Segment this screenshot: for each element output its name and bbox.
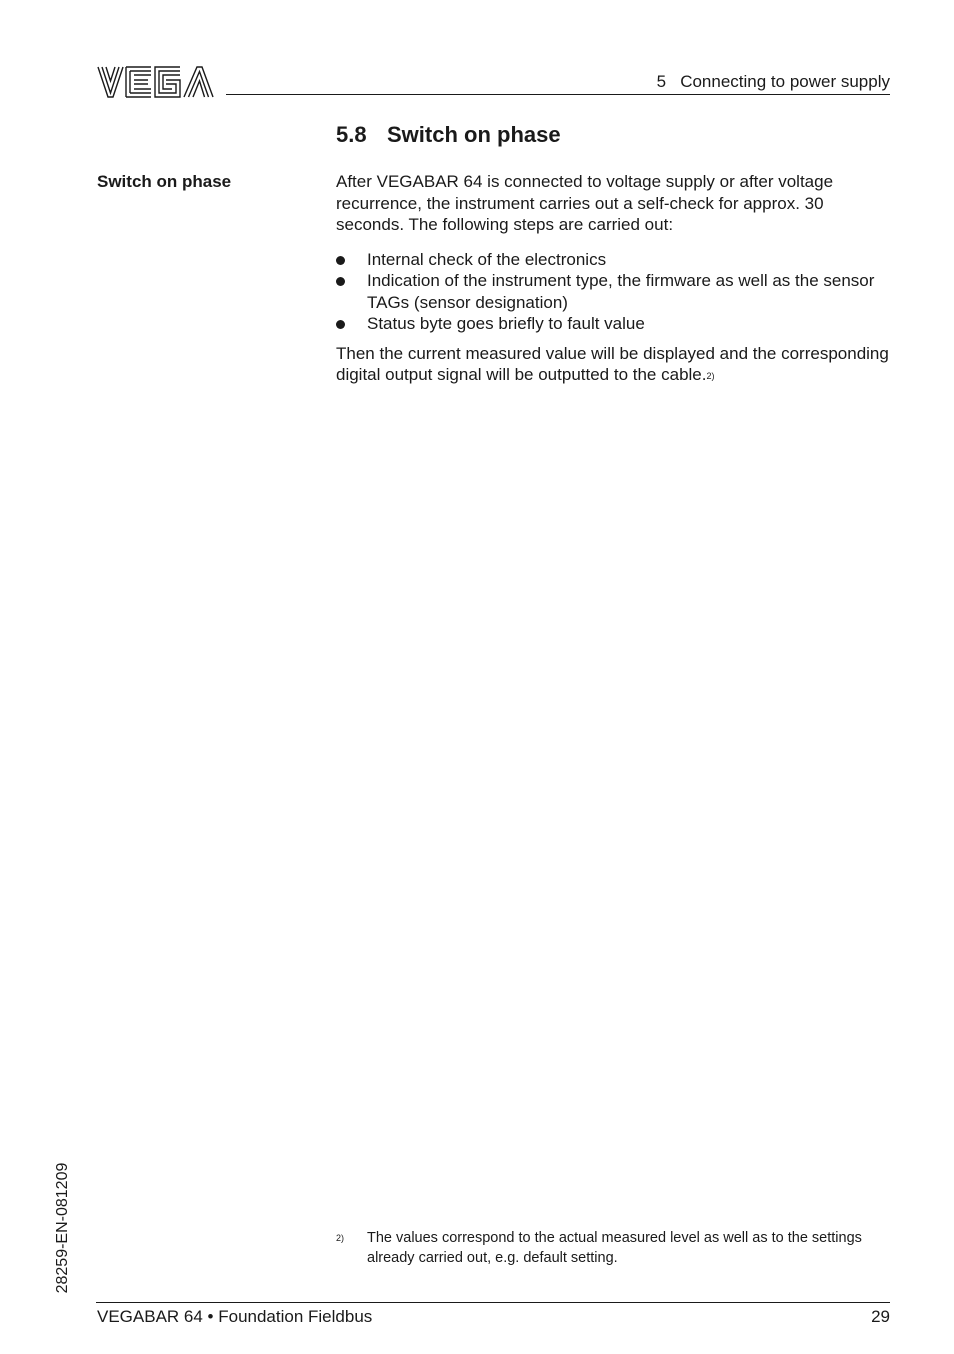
body-text — [336, 171, 892, 389]
closing-paragraph: Then the current measured value will be displayed and the corresponding digital output signal will be outputted to the cable.$^{2)}$ — [336, 343, 889, 384]
section-heading — [336, 122, 561, 148]
bullet-icon — [336, 256, 345, 265]
page-number: 29 — [871, 1307, 890, 1326]
chapter-title: 5 Connecting to power supply — [656, 72, 890, 91]
footnote-reference[interactable]: 2) — [706, 371, 715, 381]
step-list — [336, 249, 892, 335]
vega-logo — [96, 65, 214, 99]
footnote — [336, 1229, 890, 1268]
footnote-text: The values correspond to the actual measured level as well as to the settings already carried out, e.g. default setting. — [367, 1230, 862, 1266]
section-number: 5.8 — [336, 122, 367, 147]
section-title: Switch on phase — [387, 122, 561, 147]
margin-label: Switch on phase — [97, 172, 232, 191]
list-item: Status byte goes briefly to fault value — [336, 313, 892, 335]
intro-paragraph: After VEGABAR 64 is connected to voltage supply or after voltage recurrence, the instrument carries out a self-check for approx. 30 seconds. The following steps are carried out: — [336, 172, 834, 234]
header-rule — [226, 94, 890, 95]
list-item: Internal check of the electronics — [336, 249, 892, 271]
list-item: Indication of the instrument type, the firmware as well as the sensor TAGs (sensor designation) — [336, 270, 892, 313]
bullet-icon — [336, 277, 345, 286]
document-code: 28259-EN-081209 — [54, 1162, 71, 1294]
footer-rule — [96, 1302, 890, 1303]
bullet-icon — [336, 320, 345, 329]
footnote-mark: 2) — [336, 1233, 345, 1243]
footer-product: VEGABAR 64 • Foundation Fieldbus — [97, 1307, 373, 1326]
